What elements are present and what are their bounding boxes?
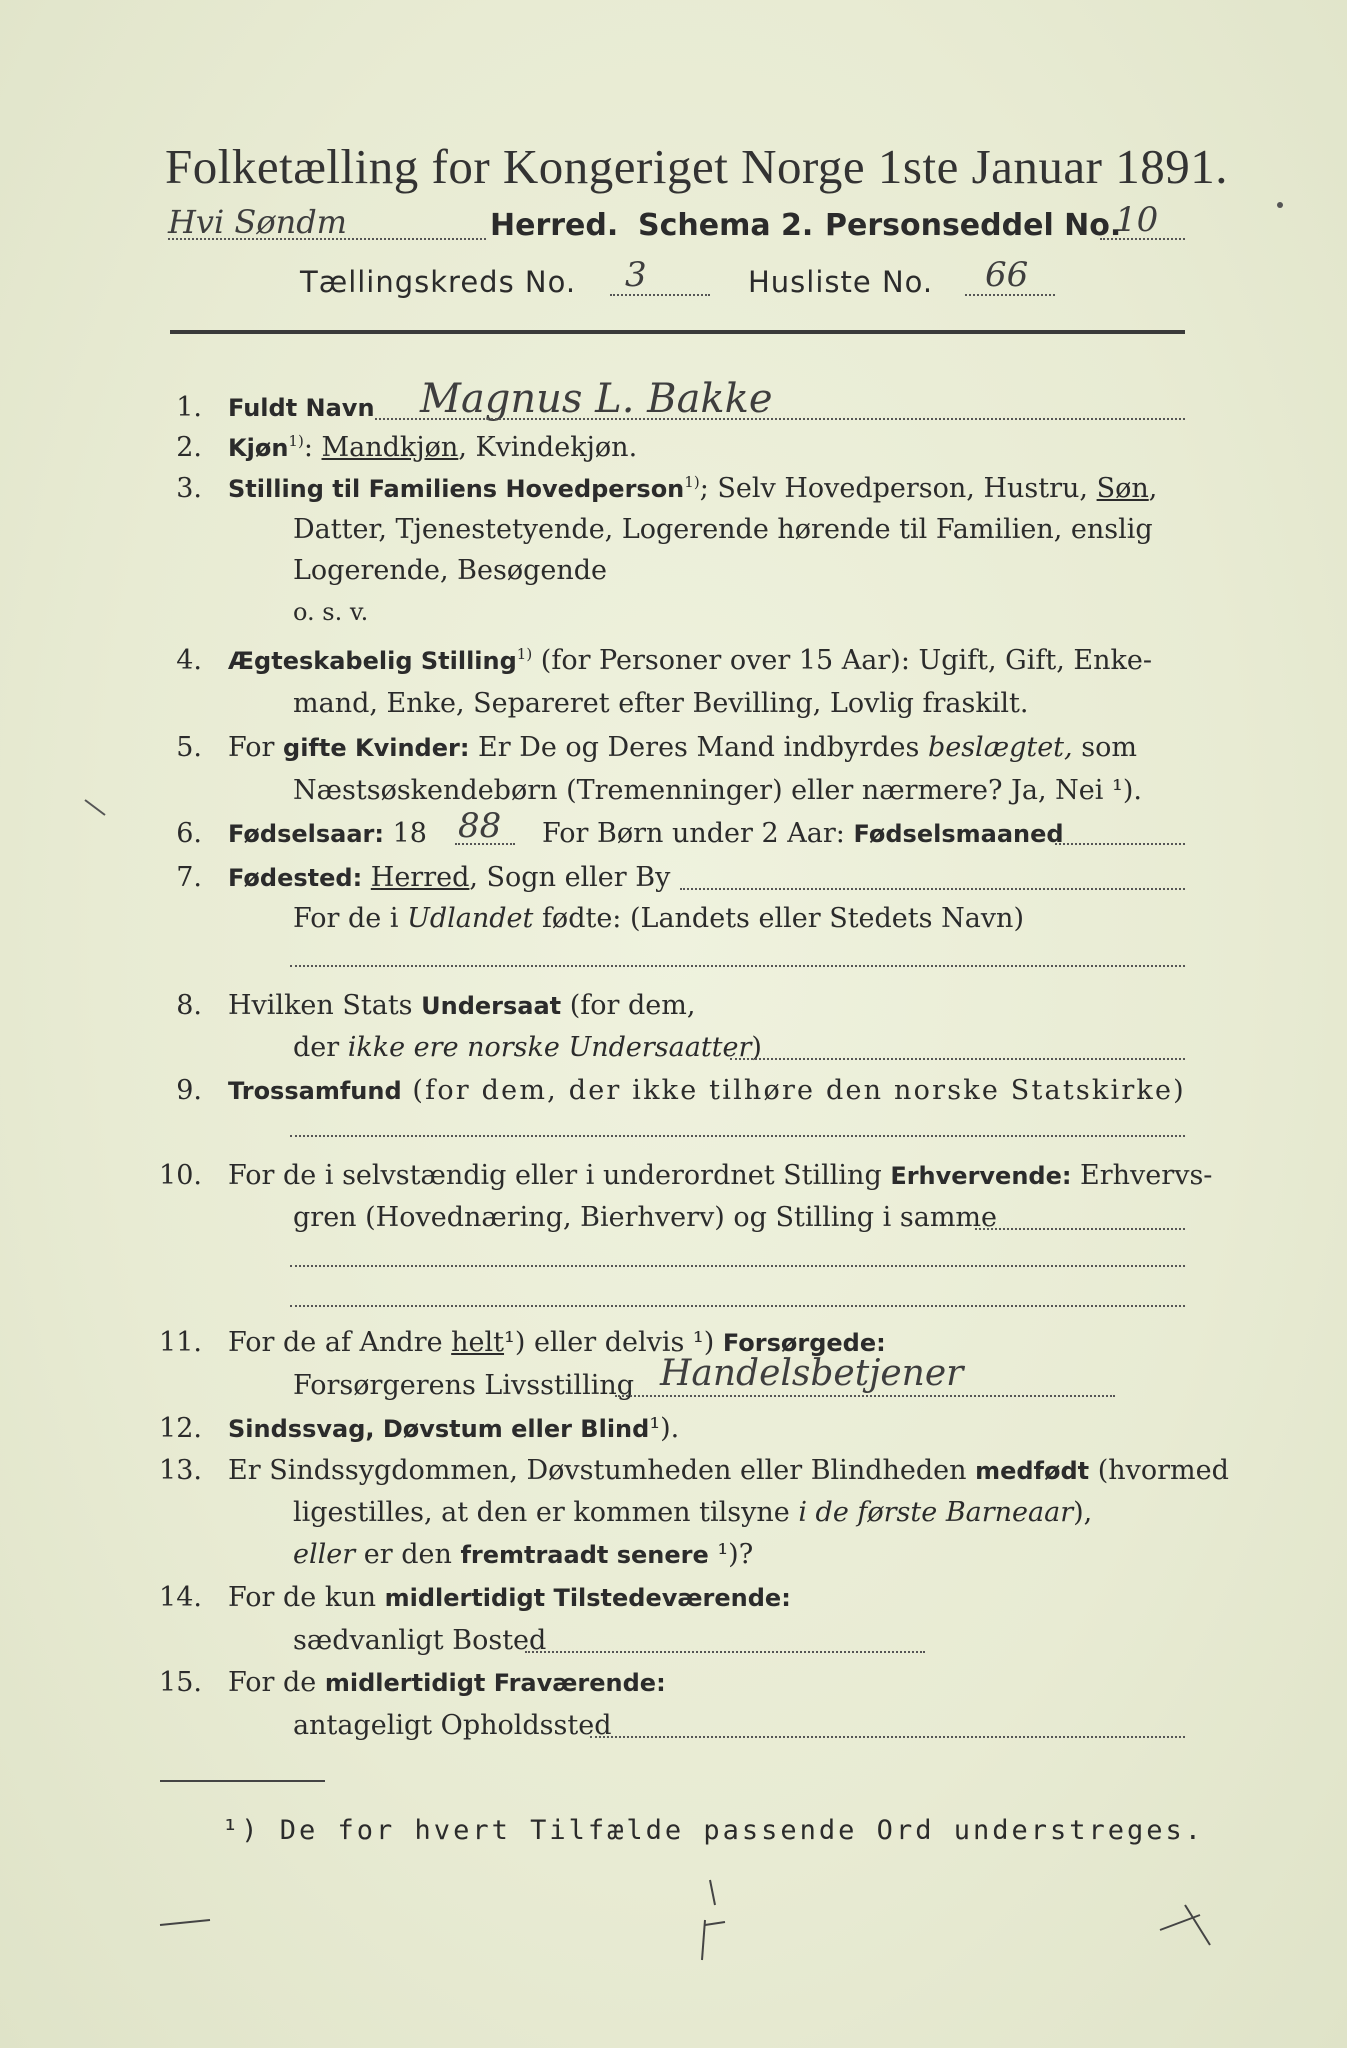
item-10-text-b: Erhvervs-: [1071, 1160, 1213, 1191]
item-7-abroad-word: Udlandet: [407, 903, 534, 934]
birth-year-label: Fødselsaar:: [228, 820, 384, 848]
congenital-label: medfødt: [975, 1457, 1090, 1485]
item-4-number: 4.: [176, 645, 202, 676]
item-15-text-a: For de: [228, 1667, 325, 1698]
item-1-number: 1.: [176, 392, 202, 423]
item-5-text-a: Er De og Deres Mand indbyrdes: [469, 732, 928, 763]
item-13-number: 13.: [159, 1455, 202, 1486]
item-5-line-2: Næstsøskendebørn (Tremenninger) eller nærmere? Ja, Nei ¹).: [293, 775, 1142, 806]
item-13-text-f: ¹)?: [708, 1539, 754, 1570]
item-13-or: eller: [293, 1539, 356, 1570]
item-14-text-a: For de kun: [228, 1582, 385, 1613]
item-2-number: 2.: [176, 432, 202, 463]
item-7-text-c: fødte: (Landets eller Stedets Navn): [533, 903, 1024, 934]
religion-label: Trossamfund: [228, 1077, 402, 1105]
birth-month-label: Fødselsmaaned: [853, 820, 1064, 848]
item-15-line-2: antageligt Opholdssted: [293, 1710, 612, 1741]
supported-fully-selected: helt: [451, 1327, 505, 1358]
item-13-text-e: er den: [355, 1539, 461, 1570]
item-8-paren: ): [751, 1032, 762, 1063]
item-10-line-2: gren (Hovednæring, Bierhverv) og Stilling i samme: [293, 1202, 998, 1233]
item-6-number: 6.: [176, 818, 202, 849]
item-3-comma: ,: [1148, 473, 1158, 504]
item-12-number: 12.: [159, 1413, 202, 1444]
temporarily-present-label: midlertidigt Tilstedeværende:: [384, 1584, 791, 1612]
item-3-footnote-ref: 1): [684, 473, 700, 491]
footnote-text: ¹) De for hvert Tilfælde passende Ord understreges.: [222, 1815, 1205, 1846]
item-3-line-4: o. s. v.: [293, 598, 369, 626]
item-6-under-2-text: For Børn under 2 Aar:: [542, 818, 854, 849]
item-3-line-2: Datter, Tjenestetyende, Logerende hørende til Familien, enslig: [293, 514, 1153, 545]
item-8-text-b: (for dem,: [561, 990, 696, 1021]
item-13-childhood: i de første Barneaar: [798, 1497, 1074, 1528]
item-7-number: 7.: [176, 862, 202, 893]
family-position-son-selected: Søn: [1096, 473, 1149, 504]
item-2-colon: :: [303, 432, 313, 463]
item-8-text-a: Hvilken Stats: [228, 990, 422, 1021]
form-title: Folketælling for Kongeriget Norge 1ste Januar 1891.: [165, 139, 1228, 194]
item-7-text-a: , Sogn eller By: [469, 862, 671, 893]
item-11-text-b: ¹) eller delvis ¹): [504, 1327, 723, 1358]
item-5-number: 5.: [176, 732, 202, 763]
item-8-number: 8.: [176, 990, 202, 1021]
herred-label: Herred.: [490, 208, 619, 243]
item-11-number: 11.: [159, 1327, 202, 1358]
item-7-text-b: For de i: [293, 903, 408, 934]
sex-option-male-selected: Mandkjøn: [321, 432, 459, 463]
family-position-label: Stilling til Familiens Hovedperson: [228, 475, 685, 503]
birthplace-label: Fødested:: [228, 864, 363, 892]
item-3-options-a: ; Selv Hovedperson, Hustru,: [699, 473, 1097, 504]
kreds-number: 3: [625, 255, 647, 295]
item-8-text-c: der: [293, 1032, 348, 1063]
item-11-text-a: For de af Andre: [228, 1327, 452, 1358]
item-13-text-a: Er Sindssygdommen, Døvstumheden eller Blindheden: [228, 1455, 976, 1486]
item-14-line-2: sædvanligt Bosted: [293, 1625, 547, 1656]
full-name-value: Magnus L. Bakke: [420, 376, 773, 422]
item-10-text-a: For de i selvstændig eller i underordnet Stilling: [228, 1160, 891, 1191]
item-11-line-2: Forsørgerens Livsstilling: [293, 1370, 635, 1401]
birth-year-value: 88: [458, 806, 502, 846]
temporarily-absent-label: midlertidigt Fraværende:: [324, 1669, 666, 1697]
item-14-number: 14.: [159, 1582, 202, 1613]
item-4-footnote-ref: 1): [516, 645, 533, 663]
item-12-footnote-ref: ¹).: [649, 1413, 680, 1444]
item-10-number: 10.: [159, 1160, 202, 1191]
sex-label: Kjøn: [228, 434, 289, 462]
item-4-options-a: (for Personer over 15 Aar): Ugift, Gift, Enke-: [532, 645, 1152, 676]
item-5-text-b: som: [1072, 732, 1137, 763]
husliste-number: 66: [985, 255, 1029, 295]
sex-options-rest: , Kvindekjøn.: [458, 432, 638, 463]
item-13-text-c: ligestilles, at den er kommen tilsyne: [293, 1497, 799, 1528]
birthplace-herred-selected: Herred: [370, 862, 470, 893]
item-3-line-3: Logerende, Besøgende: [293, 555, 607, 586]
item-2-footnote-ref: 1): [288, 432, 304, 450]
item-9-text: (for dem, der ikke tilhøre den norske Statskirke): [401, 1075, 1186, 1106]
kreds-label: Tællingskreds No.: [300, 265, 577, 299]
husliste-label: Husliste No.: [748, 265, 934, 299]
herred-name-handwritten: Hvi Søndm: [168, 203, 348, 241]
appeared-later-label: fremtraadt senere: [460, 1541, 709, 1569]
schema-label: Schema 2.: [638, 208, 814, 243]
birth-year-century: 18: [384, 818, 427, 849]
personseddel-number: 10: [1115, 200, 1159, 240]
item-13-text-d: ),: [1073, 1497, 1093, 1528]
item-5-pre: For: [228, 732, 284, 763]
disability-label: Sindssvag, Døvstum eller Blind: [228, 1415, 650, 1443]
item-9-number: 9.: [176, 1075, 202, 1106]
occupation-label: Erhvervende:: [890, 1162, 1072, 1190]
item-8-non-norwegian: ikke ere norske Undersaatter: [347, 1032, 752, 1063]
married-women-label: gifte Kvinder:: [283, 734, 470, 762]
supported-label: Forsørgede:: [722, 1329, 886, 1357]
item-4-line-2: mand, Enke, Separeret efter Bevilling, Lovlig fraskilt.: [293, 688, 1029, 719]
item-15-number: 15.: [159, 1667, 202, 1698]
citizenship-label: Undersaat: [421, 992, 562, 1020]
personseddel-label: Personseddel No.: [825, 208, 1122, 243]
item-3-number: 3.: [176, 473, 202, 504]
full-name-label: Fuldt Navn: [228, 394, 375, 422]
item-5-related-word: beslægtet,: [927, 732, 1073, 763]
provider-occupation-value: Handelsbetjener: [660, 1353, 964, 1394]
marital-status-label: Ægteskabelig Stilling: [228, 647, 517, 675]
item-13-text-b: (hvormed: [1089, 1455, 1229, 1486]
